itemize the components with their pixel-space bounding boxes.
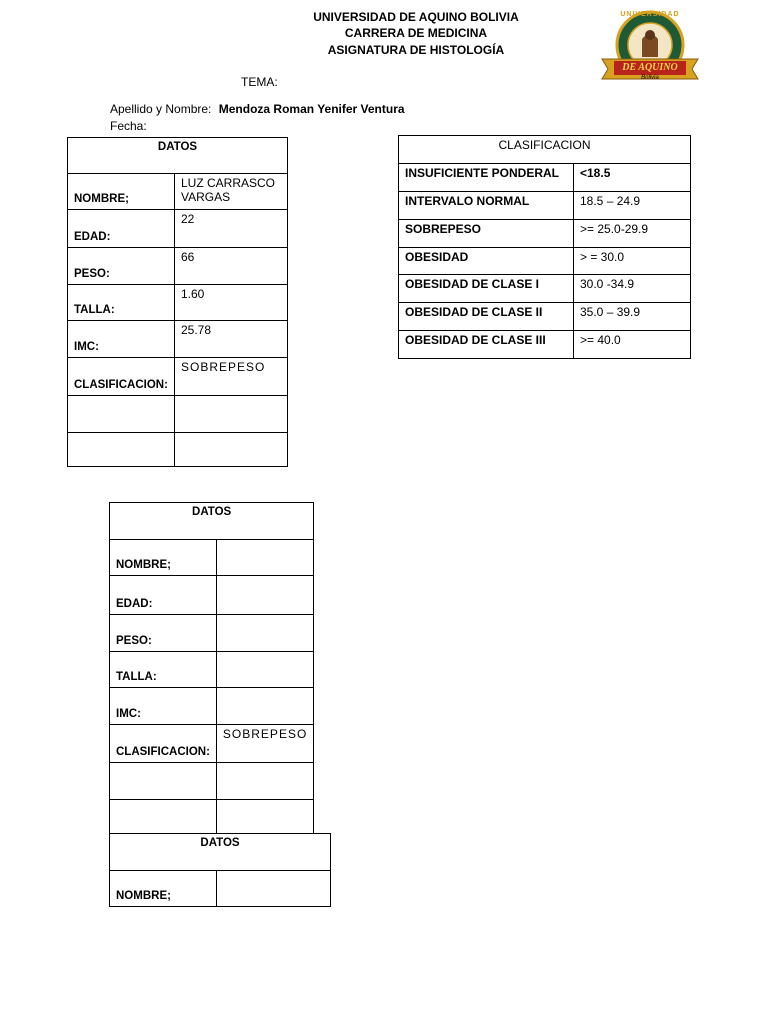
empty-cell [68,396,175,433]
row-key: NOMBRE; [110,871,217,907]
fecha-label: Fecha: [110,119,147,133]
empty-cell [216,763,313,800]
empty-cell [216,800,313,834]
class-range: >= 40.0 [574,331,691,359]
row-key: PESO: [68,248,175,285]
row-key: IMC: [68,321,175,358]
row-value [217,871,331,907]
classification-table [398,135,691,359]
row-key: EDAD: [110,576,217,615]
datos-table-1 [67,137,288,467]
class-range: >= 25.0-29.9 [574,220,691,248]
row-value: LUZ CARRASCO VARGAS [175,174,288,210]
empty-cell [110,800,217,834]
row-value: 1.60 [175,285,288,321]
row-value [216,576,313,615]
row-value: SOBREPESO [216,725,313,763]
row-value [216,615,313,652]
university-name: UNIVERSIDAD DE AQUINO BOLIVIA [313,10,519,24]
class-name: OBESIDAD [399,248,574,275]
tema-label: TEMA: [241,75,278,89]
row-key: NOMBRE; [110,540,217,576]
class-range: 18.5 – 24.9 [574,192,691,220]
class-range: 35.0 – 39.9 [574,303,691,331]
row-value [216,652,313,688]
logo-ribbon-text: DE AQUINO [622,62,678,73]
empty-cell [175,433,288,467]
logo-bottom-text: Bolivia [641,75,659,81]
class-name: SOBREPESO [399,220,574,248]
logo-top-text: UNIVERSIDAD [620,11,680,18]
class-name: OBESIDAD DE CLASE II [399,303,574,331]
classification-title: CLASIFICACION [399,136,691,164]
university-logo [598,9,702,85]
class-range: 30.0 -34.9 [574,275,691,303]
empty-cell [68,433,175,467]
class-name: OBESIDAD DE CLASE I [399,275,574,303]
row-value: 25.78 [175,321,288,358]
class-range: > = 30.0 [574,248,691,275]
subject-name: ASIGNATURA DE HISTOLOGÍA [327,43,505,57]
datos-table-2 [109,502,314,834]
datos-title: DATOS [68,138,288,174]
career-name: CARRERA DE MEDICINA [344,26,488,40]
row-key: PESO: [110,615,217,652]
datos-table-3 [109,833,331,907]
datos-title: DATOS [110,503,314,540]
empty-cell [175,396,288,433]
row-key: IMC: [110,688,217,725]
row-key: CLASIFICACION: [110,725,217,763]
row-key: EDAD: [68,210,175,248]
row-value [216,688,313,725]
row-key: TALLA: [68,285,175,321]
datos-title: DATOS [110,834,331,871]
row-value: 22 [175,210,288,248]
class-name: INSUFICIENTE PONDERAL [399,164,574,192]
row-value: SOBREPESO [175,358,288,396]
row-value [216,540,313,576]
row-key: CLASIFICACION: [68,358,175,396]
empty-cell [110,763,217,800]
row-key: NOMBRE; [68,174,175,210]
class-name: OBESIDAD DE CLASE III [399,331,574,359]
name-line [110,102,405,116]
name-value: Mendoza Roman Yenifer Ventura [218,102,405,116]
class-range: <18.5 [574,164,691,192]
name-label: Apellido y Nombre: [110,102,212,116]
row-value: 66 [175,248,288,285]
row-key: TALLA: [110,652,217,688]
class-name: INTERVALO NORMAL [399,192,574,220]
